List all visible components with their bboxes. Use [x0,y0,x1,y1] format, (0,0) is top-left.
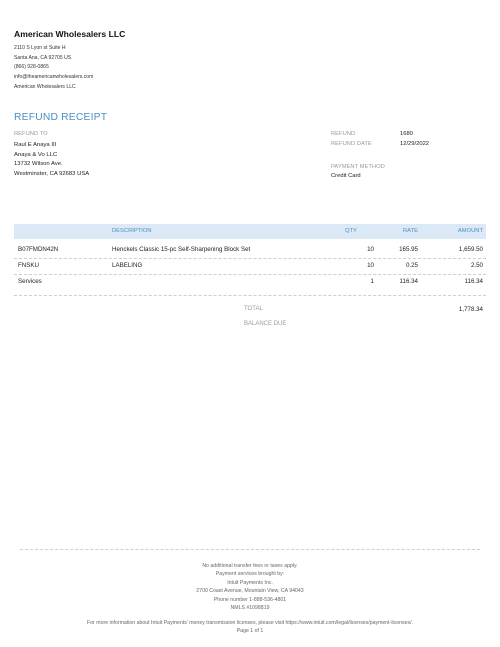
company-email: info@theamericanwholesalers.com [14,74,94,81]
company-contact-block [14,44,93,93]
footer-line: NMLS #1098819 [230,605,270,612]
row-amount: 116.34 [464,278,483,285]
table-row [14,274,486,288]
company-website: American Wholesalers LLC [14,83,76,90]
payment-method-label: PAYMENT METHOD [331,164,385,170]
footer-line: Intuit Payments Inc. [227,579,273,586]
refund-to-line: Raul E Anaya III [14,142,57,148]
footer-license-info [0,619,500,636]
company-address-line-1: 2110 S Lyon st Suite H [14,45,66,51]
row-sku: B07FMDN42N [18,246,59,253]
refund-to-line: Westminster, CA 92683 USA [14,171,90,178]
footer-line: Payment services brought by: [215,571,285,578]
refund-to-label: REFUND TO [14,131,48,137]
footer-line: Phone number 1-888-536-4801 [213,596,287,603]
payment-method: Credit Card [331,173,361,179]
row-sku: FNSKU [18,262,39,269]
row-amount: 1,659.50 [458,246,483,253]
row-qty: 10 [367,246,374,253]
footer-license-text: For more information about Intuit Payments' money transmission licenses, please visit https://www.intuit.com/legal/licenses/payment-licenses/. [87,620,413,626]
receipt-title: REFUND RECEIPT [14,112,108,123]
row-qty: 10 [367,262,374,269]
refund-to-line: Anaya & Vo LLC [14,151,58,158]
row-description: LABELING [112,262,143,269]
balance-due-label: BALANCE DUE [244,321,287,327]
header-rate: RATE [402,228,418,234]
footer-line: 2700 Coast Avenue, Mountain View, CA 94043 [196,588,304,595]
header-qty: QTY [345,228,357,234]
company-name: American Wholesalers LLC [14,29,126,39]
footer-line: No additional transfer fees or taxes apply. [202,563,298,569]
table-row [14,242,486,256]
total-label: TOTAL [244,306,263,312]
footer-payment-info [0,562,500,612]
table-header [14,224,486,239]
row-qty: 1 [370,278,374,285]
row-rate: 165.95 [399,246,418,253]
refund-to-line: 13732 Wilson Ave. [14,161,63,168]
header-description: DESCRIPTION [112,228,152,234]
row-rate: 116.34 [399,278,418,285]
row-rate: 0.25 [405,262,418,269]
table-row [14,258,486,272]
totals-divider [14,295,486,296]
refund-number: 1680 [400,131,413,137]
company-phone: (866) 928-0865 [14,64,49,71]
row-sku: Services [18,278,42,285]
row-amount: 2.50 [470,262,483,269]
refund-date-label: REFUND DATE [331,141,372,147]
footer-divider [20,549,480,550]
total-value: 1,778.34 [458,306,483,313]
refund-number-label: REFUND [331,131,356,137]
header-amount: AMOUNT [457,228,483,234]
page-number: Page 1 of 1 [236,628,264,635]
refund-to-address [14,141,89,180]
refund-date: 12/29/2022 [400,141,430,147]
company-address-line-2: Santa Ana, CA 92705 US [14,54,72,61]
row-description: Henckels Classic 15-pc Self-Sharpening Block Set [112,246,251,253]
